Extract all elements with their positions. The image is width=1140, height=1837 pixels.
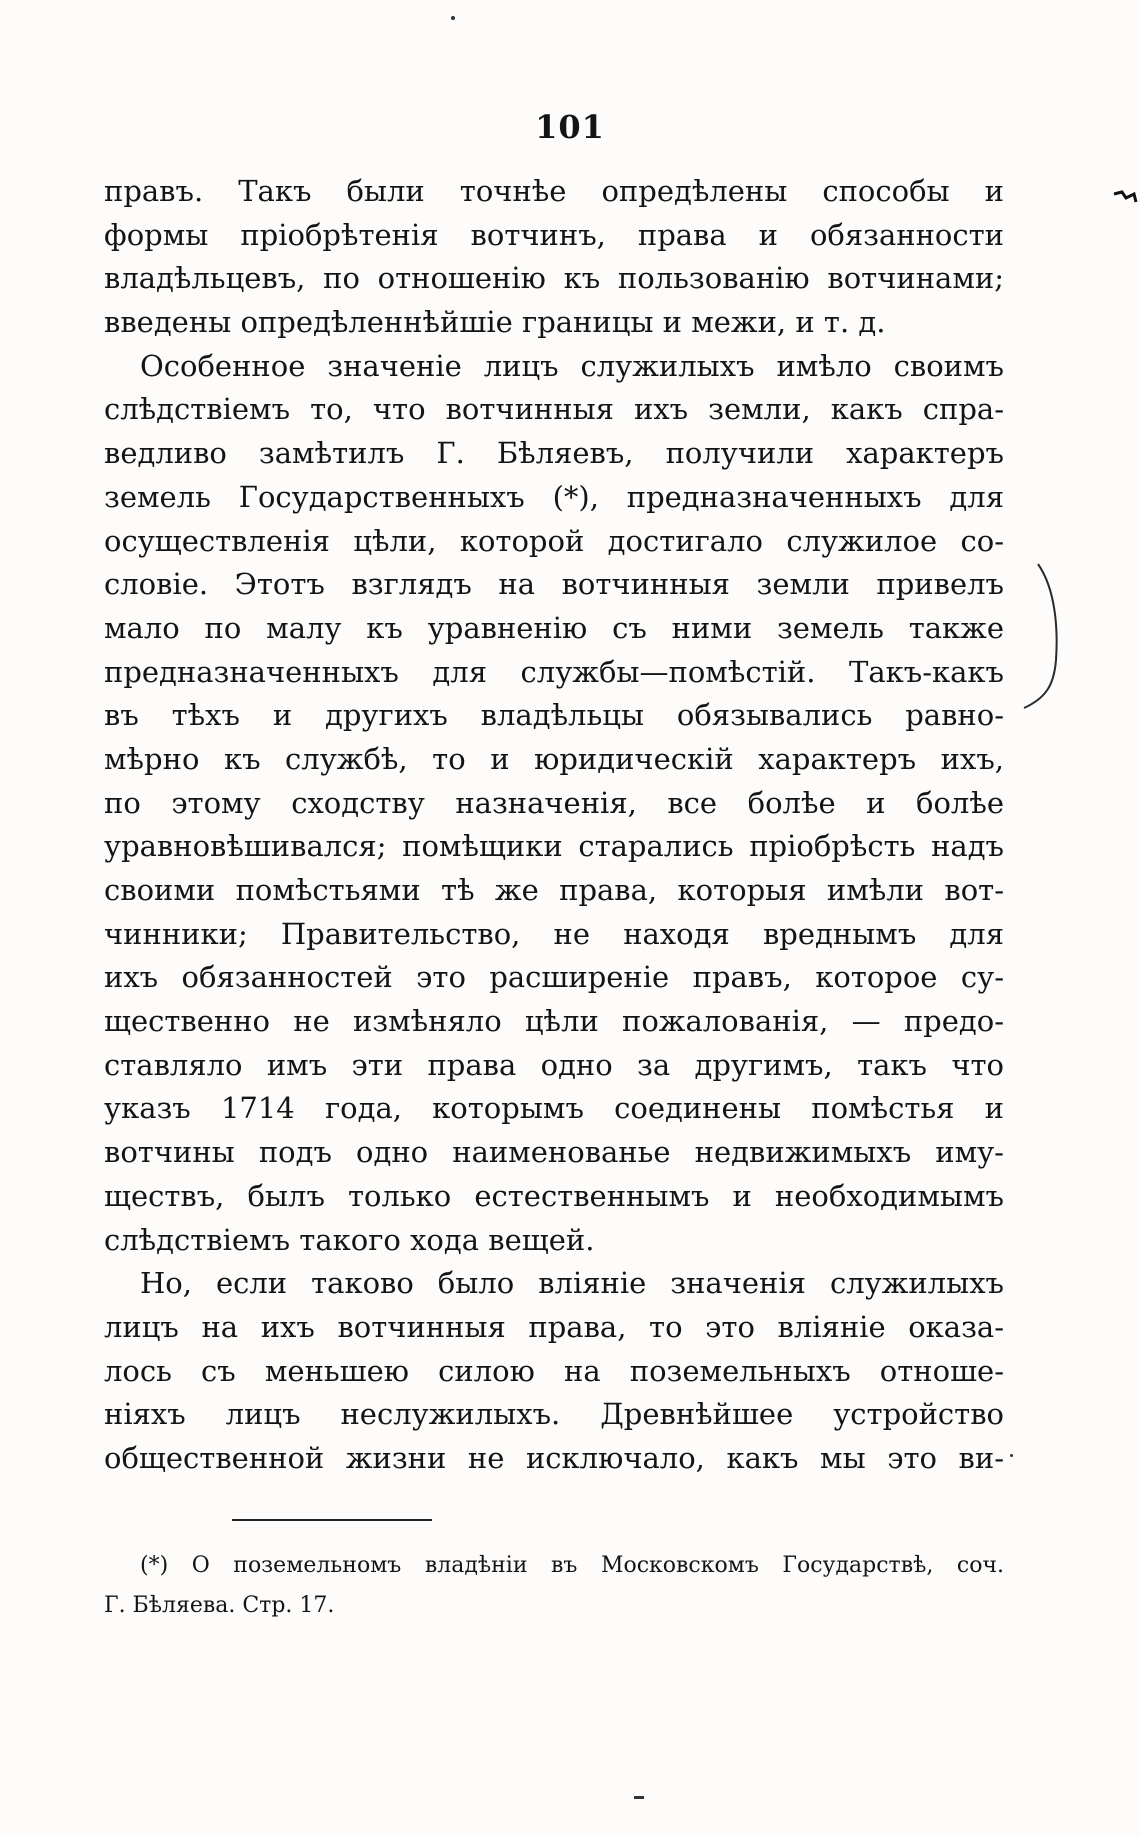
text-line: своими помѣстьями тѣ же права, которыя имѣли вот- <box>104 873 1004 907</box>
text-line: правъ. Такъ были точнѣе опредѣлены способы и <box>104 174 1004 208</box>
text-line: чинники; Правительство, не находя вреднымъ для <box>104 916 1004 951</box>
footnote-divider <box>232 1519 432 1521</box>
footnote-line: Г. Бѣляева. Стр. 17. <box>104 1593 335 1618</box>
text-line: мало по малу къ уравненію съ ними земель также <box>104 610 1004 645</box>
text-line: слѣдствіемъ такого хода вещей. <box>104 1222 595 1257</box>
margin-scribble-mark <box>1112 188 1138 206</box>
text-line: осуществленія цѣли, которой достигало служилое со- <box>104 523 1004 558</box>
paragraph-start-line: Особенное значеніе лицъ служилыхъ имѣло своимъ <box>140 348 1004 383</box>
text-line: указъ 1714 года, которымъ соединены помѣстья и <box>104 1091 1004 1126</box>
text-line: уравновѣшивался; помѣщики старались пріобрѣсть надъ <box>104 829 1004 864</box>
text-line: лось съ меньшею силою на поземельныхъ отноше- <box>104 1353 1004 1388</box>
text-line: ведливо замѣтилъ Г. Бѣляевъ, получили характеръ <box>104 436 1004 471</box>
text-line: ставляло имъ эти права одно за другимъ, такъ что <box>104 1047 1004 1082</box>
text-line: вотчины подъ одно наименованье недвижимыхъ иму- <box>104 1135 1004 1170</box>
speck-mark <box>1010 1454 1013 1457</box>
speck-mark <box>634 1796 644 1799</box>
text-line: земель Государственныхъ (*), предназначенныхъ для <box>104 479 1004 514</box>
text-line: владѣльцевъ, по отношенію къ пользованію вотчинами; <box>104 261 1004 296</box>
text-line: введены опредѣленнѣйшіе границы и межи, и т. д. <box>104 305 886 340</box>
text-line: формы пріобрѣтенія вотчинъ, права и обязанности <box>104 217 1004 252</box>
text-line: ніяхъ лицъ неслужилыхъ. Древнѣйшее устройство <box>104 1397 1004 1432</box>
text-line: мѣрно къ службѣ, то и юридическій характеръ ихъ, <box>104 741 1004 776</box>
text-line: ихъ обязанностей это расширеніе правъ, которое су- <box>104 960 1004 995</box>
speck-mark <box>451 16 455 20</box>
text-line: предназначенныхъ для службы—помѣстій. Такъ-какъ <box>104 654 1004 689</box>
text-line: ществъ, былъ только естественнымъ и необходимымъ <box>104 1178 1004 1213</box>
text-line: словіе. Этотъ взглядъ на вотчинныя земли привелъ <box>104 567 1004 602</box>
text-line: лицъ на ихъ вотчинныя права, то это вліяніе оказа- <box>104 1309 1004 1344</box>
text-line: слѣдствіемъ то, что вотчинныя ихъ земли, какъ спра- <box>104 392 1004 427</box>
body-text <box>104 170 1004 1481</box>
margin-brace-mark <box>1016 560 1072 712</box>
page-number: 101 <box>535 108 605 146</box>
paragraph-start-line: Но, если таково было вліяніе значенія служилыхъ <box>140 1266 1004 1301</box>
text-line: общественной жизни не исключало, какъ мы это ви- <box>104 1440 1004 1475</box>
footnote <box>104 1546 1004 1626</box>
text-line: щественно не измѣняло цѣли пожалованія, — предо- <box>104 1004 1004 1039</box>
footnote-line: (*) О поземельномъ владѣніи въ Московскомъ Государствѣ, соч. <box>140 1553 1004 1578</box>
text-line: по этому сходству назначенія, все болѣе и болѣе <box>104 785 1004 820</box>
text-line: въ тѣхъ и другихъ владѣльцы обязывались равно- <box>104 698 1004 733</box>
